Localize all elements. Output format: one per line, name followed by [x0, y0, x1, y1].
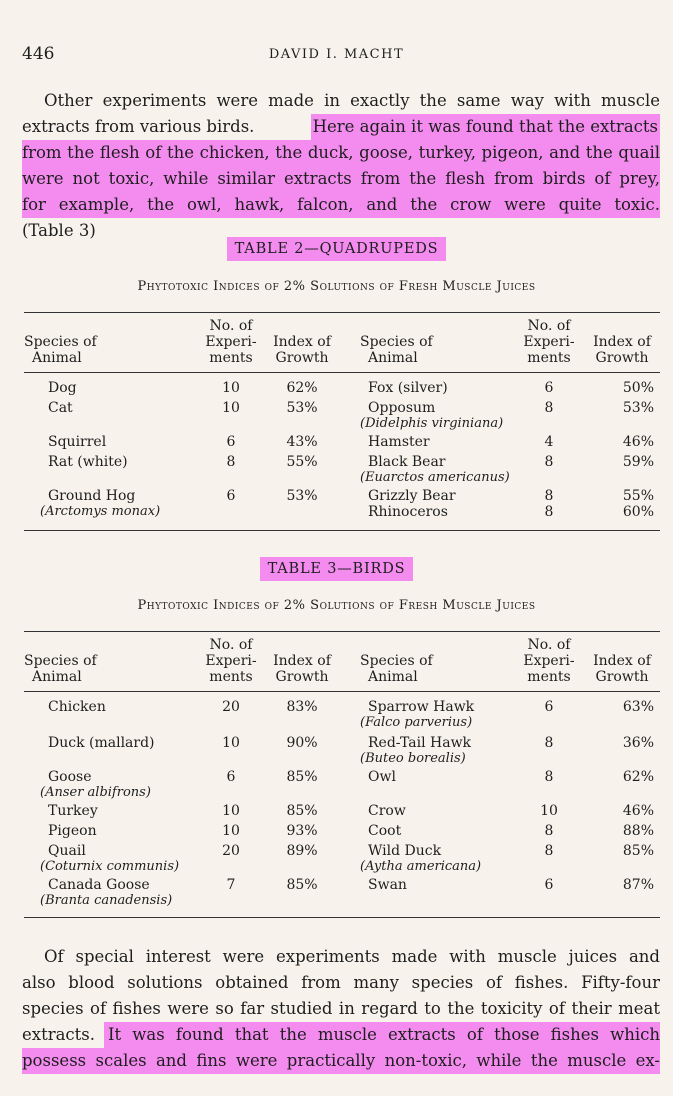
- growth-index: 88%: [622, 823, 654, 839]
- text-line: [22, 166, 660, 192]
- species-name: Quail: [48, 843, 86, 859]
- text-line: extracts. It was found that the muscle extracts of those fishes which: [22, 1022, 660, 1048]
- header-species: Species of Animal: [360, 334, 433, 366]
- growth-index: 85%: [286, 803, 318, 819]
- species-scientific-name: (Anser albifrons): [40, 785, 151, 800]
- highlighted-text: for example, the owl, hawk, falcon, and the crow were quite toxic.: [22, 192, 660, 218]
- text-line: extracts from various birds. Here again it was found that the extracts: [22, 114, 660, 140]
- species-name: Duck (mallard): [48, 735, 155, 751]
- table-rule: [24, 917, 660, 918]
- table2: [24, 318, 660, 530]
- growth-index: 53%: [286, 400, 318, 416]
- experiment-count: 8: [544, 823, 554, 839]
- text-line: also blood solutions obtained from many species of fishes. Fifty-four: [22, 973, 660, 992]
- table3: [24, 637, 660, 917]
- growth-index: 53%: [286, 488, 318, 504]
- header-experiments: No. of Experi- ments: [205, 637, 257, 685]
- text-line: [22, 140, 660, 166]
- experiment-count: 8: [544, 504, 554, 520]
- growth-index: 50%: [622, 380, 654, 396]
- text-line: species of fishes were so far studied in regard to the toxicity of their meat: [22, 999, 660, 1018]
- species-name: Coot: [368, 823, 402, 839]
- experiment-count: 4: [544, 434, 554, 450]
- table2-title: TABLE 2—QUADRUPEDS: [0, 241, 673, 257]
- table-rule: [24, 631, 660, 632]
- growth-index: 55%: [286, 454, 318, 470]
- growth-index: 89%: [286, 843, 318, 859]
- highlighted-text: It was found that the muscle extracts of those fishes which: [104, 1022, 660, 1050]
- species-name: Red-Tail Hawk: [368, 735, 472, 751]
- species-scientific-name: (Aytha americana): [360, 859, 482, 874]
- species-name: Opposum: [368, 400, 436, 416]
- species-name: Wild Duck: [368, 843, 442, 859]
- species-name: Dog: [48, 380, 77, 396]
- header-index: Index of Growth: [593, 653, 651, 685]
- species-scientific-name: (Coturnix communis): [40, 859, 180, 874]
- species-name: Crow: [368, 803, 406, 819]
- growth-index: 87%: [622, 877, 654, 893]
- experiment-count: 10: [222, 380, 240, 396]
- experiment-count: 10: [540, 803, 558, 819]
- experiment-count: 6: [544, 877, 554, 893]
- header-experiments: No. of Experi- ments: [205, 318, 257, 366]
- experiment-count: 8: [544, 400, 554, 416]
- text-line: Of special interest were experiments made with muscle juices and: [44, 947, 660, 966]
- highlighted-text: were not toxic, while similar extracts from the flesh from birds of prey,: [22, 166, 660, 194]
- species-scientific-name: (Branta canadensis): [40, 893, 173, 908]
- text-line: (Table 3): [22, 221, 96, 240]
- growth-index: 62%: [286, 380, 318, 396]
- species-name: Turkey: [48, 803, 98, 819]
- growth-index: 90%: [286, 735, 318, 751]
- species-name: Owl: [368, 769, 396, 785]
- header-index: Index of Growth: [273, 334, 331, 366]
- experiment-count: 8: [544, 843, 554, 859]
- species-name: Squirrel: [48, 434, 107, 450]
- growth-index: 43%: [286, 434, 318, 450]
- growth-index: 46%: [622, 803, 654, 819]
- header-index: Index of Growth: [273, 653, 331, 685]
- growth-index: 83%: [286, 699, 318, 715]
- table3-subtitle: Phytotoxic Indices of 2% Solutions of Fresh Muscle Juices: [137, 598, 536, 613]
- experiment-count: 8: [544, 769, 554, 785]
- highlighted-text: from the flesh of the chicken, the duck, goose, turkey, pigeon, and the quail: [22, 140, 660, 168]
- experiment-count: 7: [226, 877, 236, 893]
- growth-index: 93%: [286, 823, 318, 839]
- experiment-count: 10: [222, 400, 240, 416]
- species-name: Grizzly Bear: [368, 488, 456, 504]
- page-number: 446: [22, 44, 55, 64]
- table2-subtitle: Phytotoxic Indices of 2% Solutions of Fresh Muscle Juices: [137, 279, 536, 294]
- species-name: Ground Hog: [48, 488, 136, 504]
- experiment-count: 6: [226, 488, 236, 504]
- growth-index: 36%: [622, 735, 654, 751]
- experiment-count: 8: [544, 454, 554, 470]
- growth-index: 53%: [622, 400, 654, 416]
- experiment-count: 20: [222, 699, 240, 715]
- species-name: Rhinoceros: [368, 504, 448, 520]
- experiment-count: 10: [222, 823, 240, 839]
- experiment-count: 10: [222, 735, 240, 751]
- species-name: Fox (silver): [368, 380, 448, 396]
- growth-index: 55%: [622, 488, 654, 504]
- experiment-count: 8: [544, 488, 554, 504]
- species-name: Canada Goose: [48, 877, 150, 893]
- experiment-count: 6: [544, 380, 554, 396]
- experiment-count: 6: [544, 699, 554, 715]
- species-scientific-name: (Euarctos americanus): [360, 470, 510, 485]
- running-header: [22, 44, 651, 66]
- experiment-count: 10: [222, 803, 240, 819]
- table3-title: TABLE 3—BIRDS: [0, 561, 673, 577]
- species-name: Sparrow Hawk: [368, 699, 475, 715]
- header-experiments: No. of Experi- ments: [523, 318, 575, 366]
- highlighted-text: Here again it was found that the extracts: [311, 114, 660, 140]
- growth-index: 85%: [286, 769, 318, 785]
- paragraph-intro: [22, 88, 660, 244]
- header-species: Species of Animal: [24, 653, 97, 685]
- species-scientific-name: (Arctomys monax): [40, 504, 161, 519]
- experiment-count: 8: [226, 454, 236, 470]
- experiment-count: 20: [222, 843, 240, 859]
- species-name: Goose: [48, 769, 92, 785]
- species-name: Hamster: [368, 434, 430, 450]
- species-name: Rat (white): [48, 454, 128, 470]
- growth-index: 59%: [622, 454, 654, 470]
- species-name: Cat: [48, 400, 73, 416]
- growth-index: 85%: [286, 877, 318, 893]
- text-line: [22, 1048, 660, 1074]
- growth-index: 60%: [622, 504, 654, 520]
- header-species: Species of Animal: [360, 653, 433, 685]
- experiment-count: 6: [226, 434, 236, 450]
- header-species: Species of Animal: [24, 334, 97, 366]
- highlighted-text: possess scales and fins were practically non-toxic, while the muscle ex-: [22, 1048, 660, 1074]
- text-line: Other experiments were made in exactly the same way with muscle: [44, 91, 660, 110]
- table-rule: [24, 530, 660, 531]
- species-name: Chicken: [48, 699, 106, 715]
- growth-index: 62%: [622, 769, 654, 785]
- species-scientific-name: (Falco parverius): [360, 715, 473, 730]
- table-rule: [24, 372, 660, 373]
- header-experiments: No. of Experi- ments: [523, 637, 575, 685]
- text-line: [22, 192, 660, 218]
- table-rule: [24, 691, 660, 692]
- paragraph-fishes: [22, 944, 660, 1074]
- species-name: Swan: [368, 877, 407, 893]
- running-author: DAVID I. MACHT: [268, 47, 405, 62]
- growth-index: 63%: [622, 699, 654, 715]
- species-name: Black Bear: [368, 454, 446, 470]
- experiment-count: 8: [544, 735, 554, 751]
- experiment-count: 6: [226, 769, 236, 785]
- table-rule: [24, 312, 660, 313]
- growth-index: 46%: [622, 434, 654, 450]
- growth-index: 85%: [622, 843, 654, 859]
- species-scientific-name: (Buteo borealis): [360, 751, 466, 766]
- species-name: Pigeon: [48, 823, 97, 839]
- species-scientific-name: (Didelphis virginiana): [360, 416, 504, 431]
- header-index: Index of Growth: [593, 334, 651, 366]
